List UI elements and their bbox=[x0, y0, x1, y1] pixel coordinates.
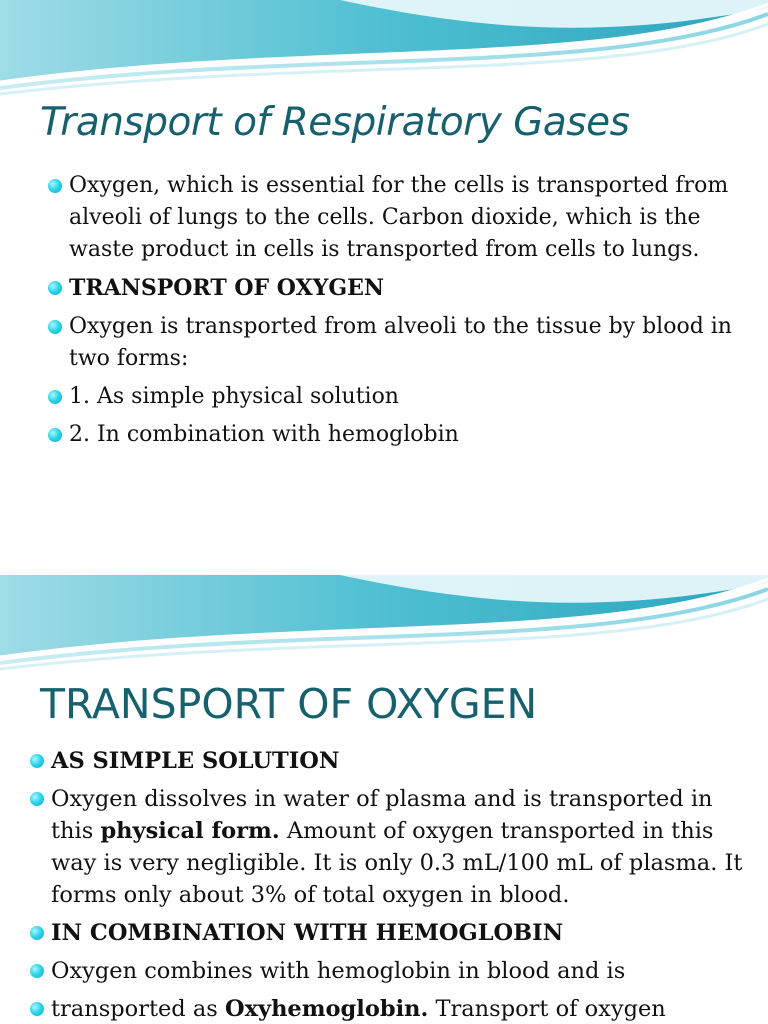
bullet-dot-icon bbox=[48, 179, 62, 193]
bullet-dot-icon bbox=[30, 1002, 44, 1016]
bullet-dot-icon bbox=[30, 926, 44, 940]
wave-header-decoration bbox=[0, 575, 768, 675]
slide-separator bbox=[0, 540, 768, 575]
bullet-dot-icon bbox=[30, 792, 44, 806]
list-item: Oxygen is transported from alveoli to the tissue by blood in two forms: bbox=[48, 311, 748, 375]
list-item: IN COMBINATION WITH HEMOGLOBIN bbox=[30, 917, 752, 949]
bullet-dot-icon bbox=[48, 320, 62, 334]
list-item: Oxygen combines with hemoglobin in blood and is bbox=[30, 955, 752, 987]
list-item: 1. As simple physical solution bbox=[48, 381, 748, 413]
list-item: 2. In combination with hemoglobin bbox=[48, 419, 748, 451]
bullet-dot-icon bbox=[30, 964, 44, 978]
bullet-dot-icon bbox=[48, 428, 62, 442]
bullet-list bbox=[30, 745, 752, 1024]
slide-title: TRANSPORT OF OXYGEN bbox=[40, 680, 538, 728]
wave-header-decoration bbox=[0, 0, 768, 100]
slide-title: Transport of Respiratory Gases bbox=[40, 100, 630, 145]
list-item: AS SIMPLE SOLUTION bbox=[30, 745, 752, 777]
bullet-dot-icon bbox=[48, 390, 62, 404]
bullet-dot-icon bbox=[30, 754, 44, 768]
bullet-dot-icon bbox=[48, 281, 62, 295]
list-item: TRANSPORT OF OXYGEN bbox=[48, 272, 748, 305]
slide-2 bbox=[0, 575, 768, 1024]
list-item: Oxygen dissolves in water of plasma and is transported in this physical form. Amount of oxygen transported in this way is very negligible. It is only 0.3 mL/100 mL of plasma. It forms only about 3% of total oxygen in blood. bbox=[30, 783, 752, 911]
list-item: transported as Oxyhemoglobin. Transport of oxygen bbox=[30, 993, 752, 1024]
list-item: Oxygen, which is essential for the cells is transported from alveoli of lungs to the cells. Carbon dioxide, which is the waste product in cells is transported from cells to lungs. bbox=[48, 170, 748, 266]
bullet-list bbox=[48, 170, 748, 457]
